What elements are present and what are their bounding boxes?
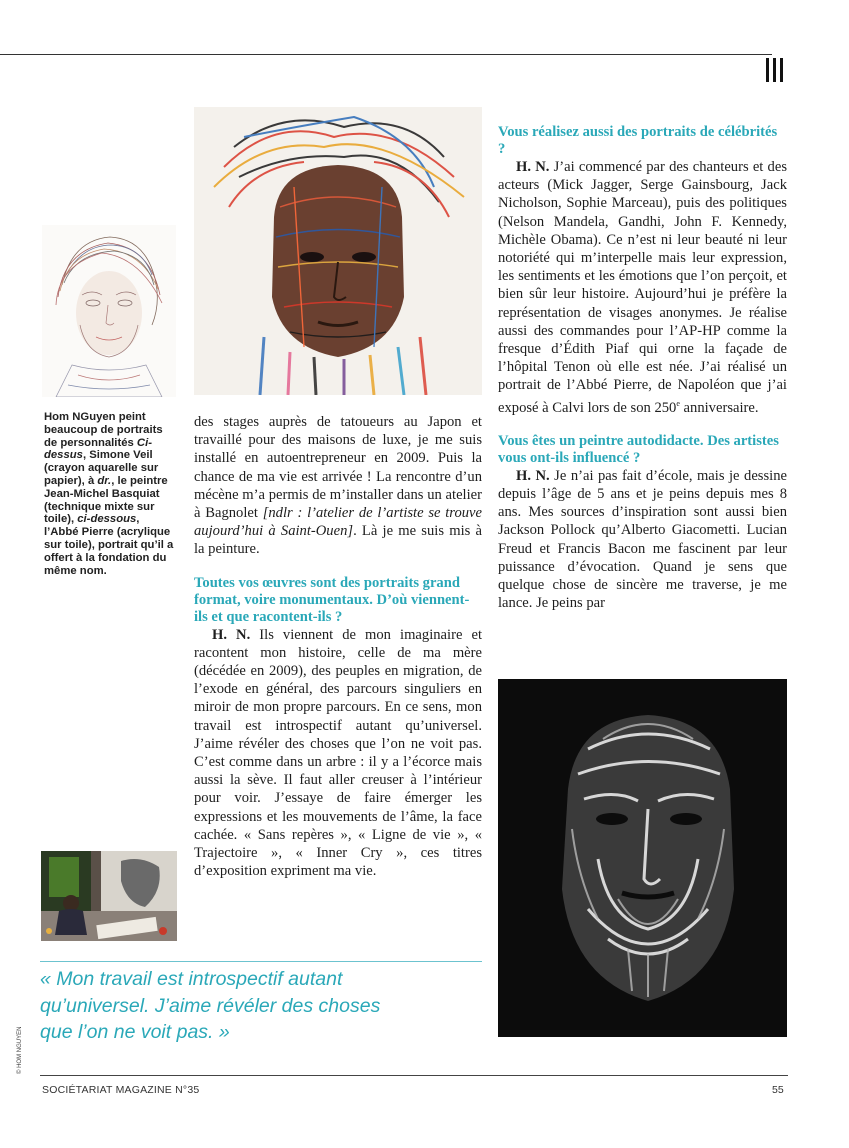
photo-credit: © HOM NGUYEN <box>17 1026 23 1074</box>
photo-caption: Hom NGuyen peint beaucoup de portraits de personnalités Ci-dessus, Simone Veil (crayon aquarelle sur papier), à dr., le peintre Jean-Michel Basquiat (technique mixte sur toile), ci-dessous, l’Abbé Pierre (acrylique sur toile), portrait qu’il a offert à la fondation du même nom. <box>44 411 174 577</box>
pull-quote-line: qu’universel. J’aime révéler des choses <box>40 994 381 1017</box>
top-rule <box>0 54 772 55</box>
question-heading: Vous réalisez aussi des portraits de célébrités ? <box>498 124 778 157</box>
page-number: 55 <box>772 1084 784 1096</box>
question-heading: Vous êtes un peintre autodidacte. Des artistes vous ont-ils influencé ? <box>498 432 779 466</box>
pull-quote-line: « Mon travail est introspectif autant <box>40 968 343 990</box>
artist-studio-photo <box>41 851 177 941</box>
pull-quote-rule <box>40 961 482 962</box>
abbe-pierre-portrait <box>498 679 787 1037</box>
pull-quote-line: que l’on ne voit pas. » <box>40 1021 230 1043</box>
article-column-middle <box>194 413 482 880</box>
paragraph: H. N. Je n’ai pas fait d’école, mais je dessine depuis l’âge de 5 ans et je peins depuis mes 8 ans. Mes sources d’inspiration sont aussi bien Jackson Pollock qu’Alberto Giacometti. Lucian Freud et Francis Bacon me fascinent par leur puissance d’évocation. Quand je sens que quelque chose de sincère me traverse, je me lance. Je peins par <box>498 467 787 612</box>
pull-quote <box>40 966 490 1046</box>
basquiat-portrait <box>194 107 482 395</box>
article-column-right <box>498 124 787 612</box>
section-mark-icon <box>762 58 788 82</box>
footer-magazine-name: SOCIÉTARIAT MAGAZINE N°35 <box>42 1084 200 1096</box>
paragraph: des stages auprès de tatoueurs au Japon et travaillé pour des maisons de luxe, je me suis installé en autoentrepreneur en 2009. Puis la chance de ma vie est arrivée ! La rencontre d’un mécène m’a permis de m’installer dans un atelier à Bagnolet [ndlr : l’atelier de l’artiste se trouve aujourd’hui à Saint-Ouen]. Là je me suis mis à la peinture. <box>194 414 482 558</box>
footer-rule <box>40 1075 788 1076</box>
paragraph: H. N. J’ai commencé par des chanteurs et des acteurs (Mick Jagger, Serge Gainsbourg, Jack Nicholson, Sophie Marceau), puis des politiques (Nelson Mandela, Gandhi, John F. Kennedy, Michèle Obama). Ce n’est ni leur beauté ni leur notoriété qui m’interpelle mais leur expression, les sentiments et les émotions que l’on perçoit, et bien sûr leur histoire. Aujourd’hui je préfère la représentation de visages anonymes. Je réalise aussi des commandes pour l’AP-HP comme la fresque d’Édith Piaf qui orne la façade de l’hôpital Tenon où elle est née. J’ai réalisé un portrait de l’Abbé Pierre, de Napoléon que j’ai exposé à Calvi lors de son 250e anniversaire. <box>498 159 787 416</box>
paragraph: H. N. Ils viennent de mon imaginaire et racontent mon histoire, celle de ma mère (décédée en 2009), des peuples en migration, de l’exode en général, des parcours singuliers en miroir de mon propre parcours. En ce sens, mon travail est introspectif autant qu’universel. J’aime révéler des choses que l’on ne voit pas. C’est comme dans un arbre : il y a l’écorce mais aussi la sève. Il faut aller creuser à l’intérieur pour voir. J’essaye de faire émerger les expressions et les mouvements de l’âme, la face cachée. « Sans repères », « Ligne de vie », « Trajectoire », « Inner Cry », ces titres d’exposition expriment ma vie. <box>194 626 482 880</box>
question-heading: Toutes vos œuvres sont des portraits grand format, voire monumentaux. D’où viennent-ils et que racontent-ils ? <box>194 574 470 625</box>
simone-veil-portrait <box>42 225 176 397</box>
